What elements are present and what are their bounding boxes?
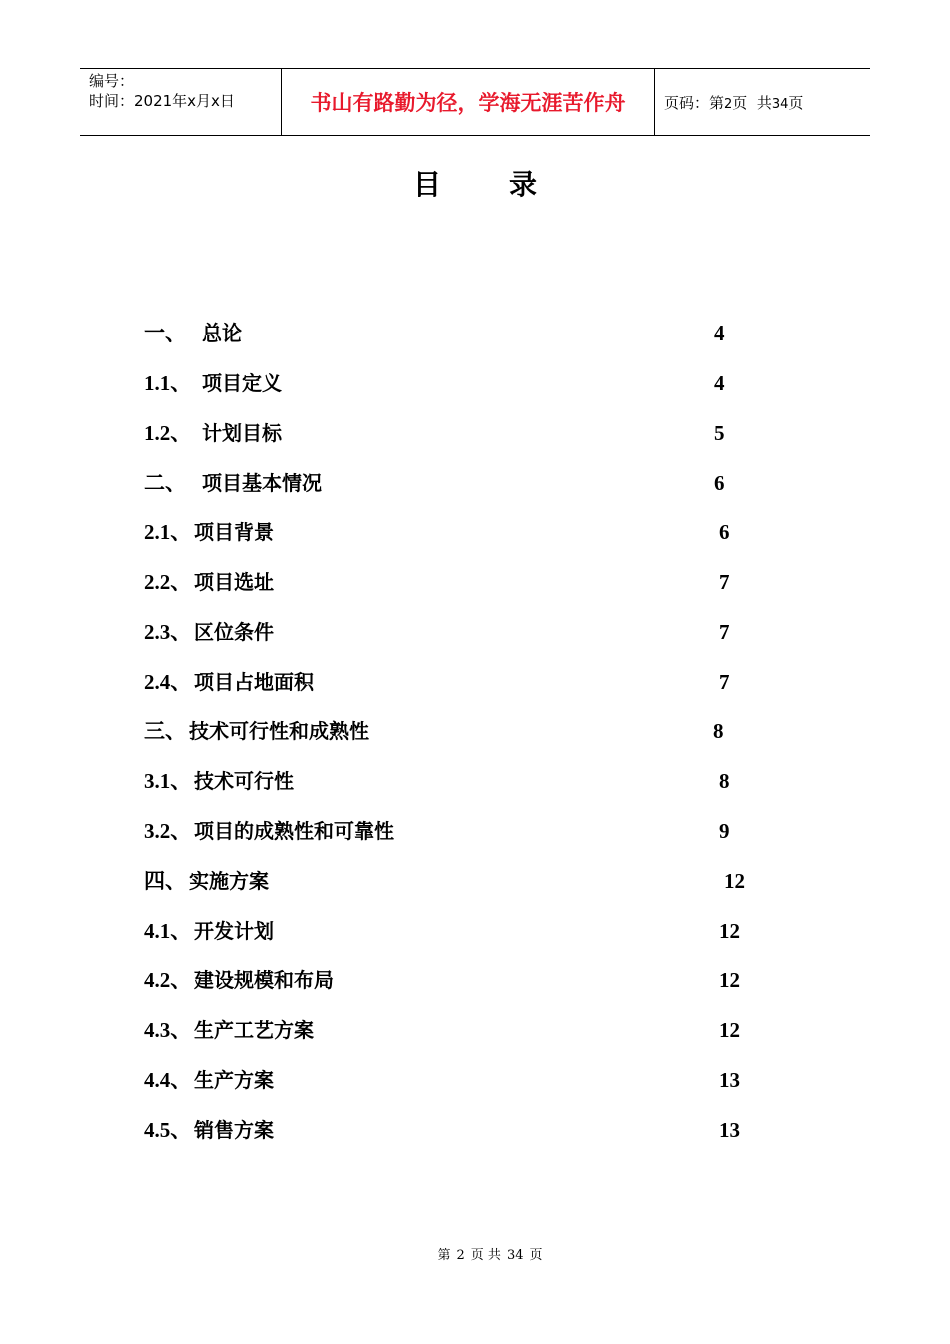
toc-entry-label: 项目背景 [194, 520, 274, 544]
header-page-suffix: 页 [788, 94, 804, 112]
toc-entry-label: 建设规模和布局 [194, 968, 334, 992]
toc-entry-page: 12 [724, 869, 745, 893]
header-motto: 书山有路勤为径，学海无涯苦作舟 [310, 91, 626, 115]
toc-entry-label: 项目基本情况 [202, 471, 322, 495]
toc-entry-page: 9 [719, 819, 730, 843]
toc-entry [0, 515, 950, 549]
toc-entry-number: 3.1、 [144, 769, 192, 793]
toc-entry-page: 12 [719, 968, 740, 992]
footer-total-pages: 34 [506, 1248, 524, 1263]
toc-entry-label: 项目占地面积 [194, 670, 314, 694]
toc-entry-number: 二、 [144, 471, 186, 495]
toc-entry-label: 技术可行性和成熟性 [189, 719, 369, 743]
header-page-prefix: 页码：第 [664, 94, 725, 112]
toc-entry-number: 三、 [144, 719, 186, 743]
toc-entry [0, 1113, 950, 1147]
toc-entry [0, 565, 950, 599]
page-footer [0, 1246, 950, 1266]
document-header [80, 68, 870, 136]
header-page-info [664, 93, 803, 115]
toc-entry-page: 4 [714, 371, 725, 395]
toc-entry-label: 生产方案 [194, 1068, 274, 1092]
toc-entry-label: 项目选址 [194, 570, 274, 594]
toc-entry-label: 生产工艺方案 [194, 1018, 314, 1042]
toc-entry-page: 6 [714, 471, 725, 495]
toc-entry-number: 4.5、 [144, 1118, 192, 1142]
header-page-total: 34 [771, 97, 789, 112]
toc-entry-number: 2.2、 [144, 570, 192, 594]
toc-entry [0, 814, 950, 848]
toc-entry-page: 7 [719, 620, 730, 644]
toc-entry [0, 316, 950, 350]
header-page-mid: 页 共 [732, 94, 772, 112]
header-meta [89, 71, 235, 111]
document-date: 时间：2021年x月x日 [89, 92, 235, 110]
toc-entry-page: 7 [719, 570, 730, 594]
toc-entry-label: 总论 [202, 321, 242, 345]
toc-entry-page: 13 [719, 1118, 740, 1142]
toc-entry [0, 1063, 950, 1097]
toc-entry-number: 1.2、 [144, 421, 192, 445]
toc-entry-page: 13 [719, 1068, 740, 1092]
toc-entry-page: 8 [713, 719, 724, 743]
toc-entry [0, 366, 950, 400]
toc-entry-number: 4.2、 [144, 968, 192, 992]
toc-entry-label: 区位条件 [194, 620, 274, 644]
toc-entry [0, 963, 950, 997]
toc-entry-page: 5 [714, 421, 725, 445]
toc-entry [0, 1013, 950, 1047]
toc-entry-number: 3.2、 [144, 819, 192, 843]
toc-entry-number: 1.1、 [144, 371, 192, 395]
toc-entry-page: 7 [719, 670, 730, 694]
footer-prefix: 第 [437, 1248, 451, 1263]
toc-entry-label: 开发计划 [194, 919, 274, 943]
toc-entry-label: 计划目标 [202, 421, 282, 445]
toc-entry-number: 2.3、 [144, 620, 192, 644]
toc-entry-label: 实施方案 [189, 869, 269, 893]
toc-entry-label: 技术可行性 [194, 769, 294, 793]
toc-entry-number: 4.4、 [144, 1068, 192, 1092]
toc-entry-label: 销售方案 [194, 1118, 274, 1142]
toc-entry-number: 2.4、 [144, 670, 192, 694]
toc-entry [0, 914, 950, 948]
toc-entry-number: 4.3、 [144, 1018, 192, 1042]
toc-title: 目录 [412, 168, 605, 201]
footer-current-page: 2 [456, 1248, 465, 1263]
toc-entry [0, 864, 950, 898]
footer-mid: 页 共 [470, 1248, 501, 1263]
toc-entry [0, 615, 950, 649]
footer-suffix: 页 [529, 1248, 543, 1263]
header-page-current: 2 [724, 97, 733, 112]
header-divider-right [654, 69, 655, 135]
toc-entry-page: 6 [719, 520, 730, 544]
toc-entry-number: 4.1、 [144, 919, 192, 943]
toc-entry-label: 项目定义 [202, 371, 282, 395]
toc-entry-page: 4 [714, 321, 725, 345]
toc-entry-number: 2.1、 [144, 520, 192, 544]
toc-entry [0, 714, 950, 748]
toc-entry-page: 8 [719, 769, 730, 793]
toc-entry-label: 项目的成熟性和可靠性 [194, 819, 394, 843]
toc-entry [0, 764, 950, 798]
toc-entry-page: 12 [719, 1018, 740, 1042]
toc-entry-number: 一、 [144, 321, 186, 345]
toc-entry-number: 四、 [144, 869, 186, 893]
document-code-label: 编号： [89, 72, 135, 90]
toc-entry [0, 416, 950, 450]
toc-entry [0, 665, 950, 699]
toc-entry [0, 466, 950, 500]
toc-entry-page: 12 [719, 919, 740, 943]
